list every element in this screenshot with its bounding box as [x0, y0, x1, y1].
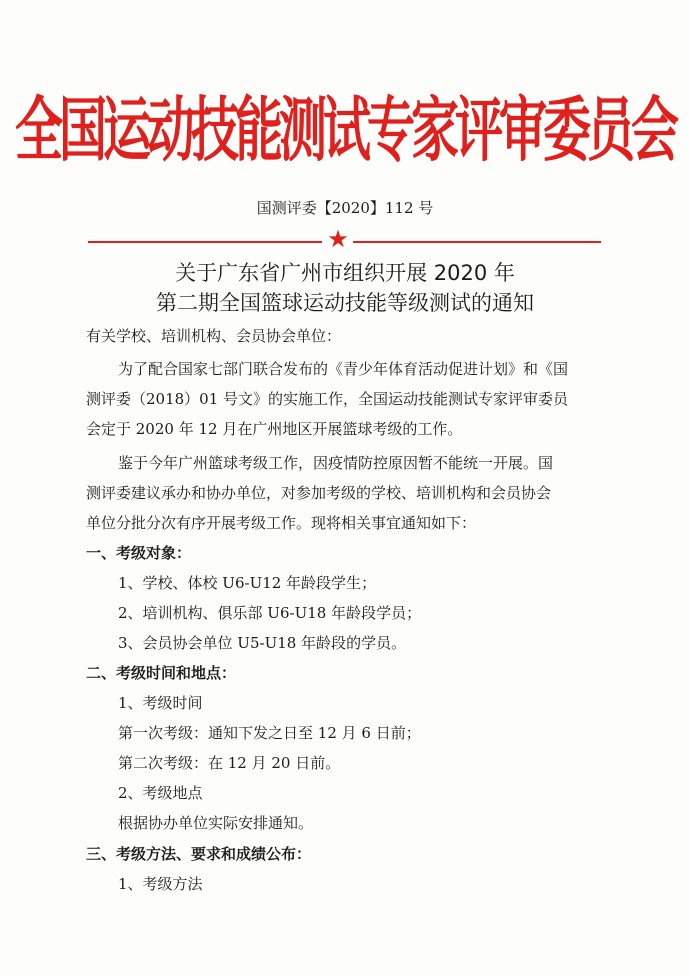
section-1-item: 2、培训机构、俱乐部 U6-U18 年龄段学员； — [118, 604, 422, 622]
notice-title-line-2: 第二期全国篮球运动技能等级测试的通知 — [156, 291, 534, 315]
section-1-heading: 一、考级对象： — [86, 544, 192, 562]
section-2-subheading: 1、考级时间 — [118, 694, 203, 712]
section-3-subheading: 1、考级方法 — [118, 875, 203, 893]
paragraph-2-line: 单位分批分次有序开展考级工作。现将相关事宜通知如下： — [86, 514, 477, 532]
star-icon: ★ — [327, 225, 349, 253]
document-number: 国测评委【2020】112 号 — [256, 199, 434, 217]
paragraph-2-line: 鉴于今年广州篮球考级工作，因疫情防控原因暂不能统一开展。国 — [118, 454, 554, 472]
paragraph-1-line: 为了配合国家七部门联合发布的《青少年体育活动促进计划》和《国 — [118, 360, 569, 378]
paragraph-1-line: 测评委（2018）01 号文》的实施工作，全国运动技能测试专家评审委员 — [86, 390, 569, 408]
red-divider-right — [353, 241, 601, 243]
salutation: 有关学校、培训机构、会员协会单位： — [86, 327, 342, 345]
organization-header: 全国运动技能测试专家评审委员会 — [14, 90, 675, 172]
notice-title-line-1: 关于广东省广州市组织开展 2020 年 — [175, 261, 515, 285]
exam-place: 根据协办单位实际安排通知。 — [118, 814, 314, 832]
first-exam-time: 第一次考级：通知下发之日至 12 月 6 日前； — [118, 724, 421, 742]
section-1-item: 1、学校、体校 U6-U12 年龄段学生； — [118, 574, 377, 592]
section-2-heading: 二、考级时间和地点： — [86, 664, 237, 682]
paragraph-2-line: 测评委建议承办和协办单位，对参加考级的学校、培训机构和会员协会 — [86, 484, 552, 502]
section-3-heading: 三、考级方法、要求和成绩公布： — [86, 845, 312, 863]
section-1-item: 3、会员协会单位 U5-U18 年龄段的学员。 — [118, 634, 407, 652]
second-exam-time: 第二次考级：在 12 月 20 日前。 — [118, 754, 341, 772]
red-divider-left — [88, 241, 322, 243]
section-2-subheading: 2、考级地点 — [118, 784, 203, 802]
paragraph-1-line: 会定于 2020 年 12 月在广州地区开展篮球考级的工作。 — [86, 420, 463, 438]
